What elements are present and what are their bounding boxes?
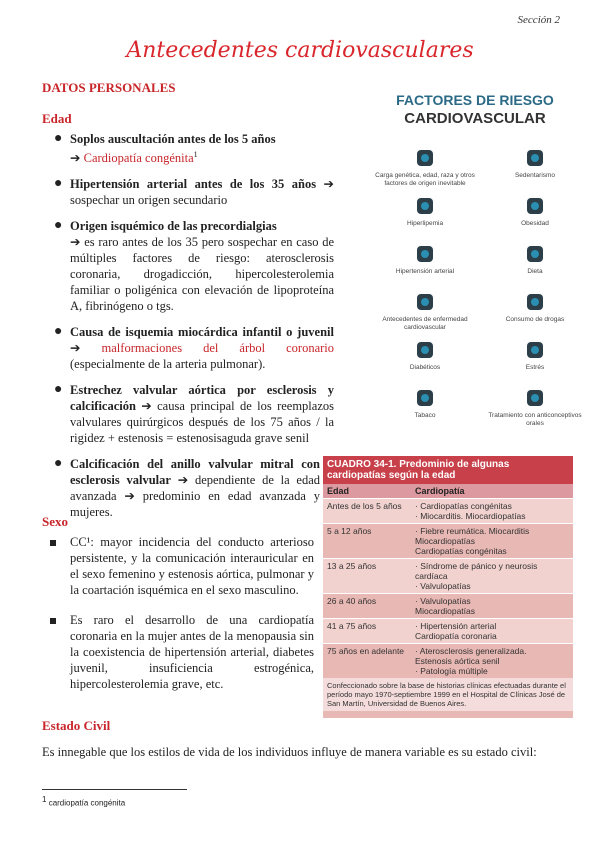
table-cell-dx: · Síndrome de pánico y neurosis cardíaca · Valvulopatías	[415, 561, 538, 591]
risk-factor-item	[370, 339, 480, 372]
heart-monitor-icon	[414, 291, 436, 313]
burger-icon	[524, 243, 546, 265]
table-row	[323, 523, 573, 558]
risk-factor-label: Estrés	[525, 364, 545, 371]
footnote: $^1$ cardiopatía congénita	[42, 795, 126, 808]
risk-factor-label: Antecedentes de enfermedad cardiovascular	[382, 316, 468, 331]
table-cell-age: 13 a 25 años	[327, 561, 377, 571]
civil-heading: Estado Civil	[42, 718, 111, 733]
list-item: CC¹: mayor incidencia del conducto arterioso persistente, y la comunicación interauricular en el sexo femenino y estenosis aórtica, pulmonar y la coartación isquémica en el sexo masculino.	[44, 534, 314, 598]
risk-factor-label: Dieta	[527, 268, 543, 275]
risk-factor-label: Obesidad	[521, 220, 549, 227]
risk-factor-label: Hiperlipemia	[406, 220, 444, 227]
sofa-icon	[524, 147, 546, 169]
table-row	[323, 618, 573, 643]
age-cardiopathy-table	[323, 456, 573, 718]
pill-pack-icon	[524, 387, 546, 409]
table-footnote: Confeccionado sobre la base de historias clínicas efectuadas durante el período mayo 1970-septiembre 1999 en el Hospital de Clínicas José de San Martín, Universidad de Buenos Aires.	[323, 678, 573, 711]
risk-factor-item	[480, 387, 590, 428]
risk-factor-item	[480, 339, 590, 372]
list-item: Es raro el desarrollo de una cardiopatía coronaria en la mujer antes de la menopausia sin la coexistencia de hipertensión arterial, diabetes juvenil, insuficiencia estrogénica, hipercolesterolemia grave, etc.	[44, 612, 314, 692]
risk-factor-item	[480, 291, 590, 324]
table-col-cardiopatia: Cardiopatía	[415, 486, 465, 496]
sexo-heading: Sexo	[42, 514, 68, 529]
risk-factor-label: Consumo de drogas	[505, 316, 565, 323]
blood-pressure-icon	[414, 243, 436, 265]
risk-factor-item	[480, 147, 590, 180]
risk-factor-item	[370, 195, 480, 228]
table-row	[323, 498, 573, 523]
edad-heading: Edad	[42, 111, 72, 126]
dna-icon	[414, 147, 436, 169]
list-item: ● Hipertensión arterial antes de los 35 años ➔ sospechar un origen secundario	[54, 176, 334, 208]
sexo-list	[44, 534, 314, 706]
section-label: Sección 2	[517, 14, 560, 26]
list-item: ● Soplos auscultación antes de los 5 años ➔ Cardiopatía congénita$^1$	[54, 131, 276, 166]
table-row	[323, 558, 573, 593]
risk-title-1: FACTORES DE RIESGO	[396, 92, 554, 108]
risk-factor-item	[370, 243, 480, 276]
edad-list	[44, 131, 334, 530]
risk-factor-label: Diabéticos	[409, 364, 441, 371]
risk-factor-item	[480, 243, 590, 276]
list-item: ● Origen isquémico de las precordialgias ➔ es raro antes de los 35 pero sospechar en caso de múltiples factores de riesgo: aterosclerosis coronaria, drogadicción, hipercolesterolemia familiar o poligénica con elevación de lipoproteína A, fibrinógeno o tgs.	[54, 218, 335, 314]
cannabis-icon	[524, 291, 546, 313]
risk-factor-item	[370, 387, 480, 420]
table-cell-age: 41 a 75 años	[327, 621, 377, 631]
datos-heading: DATOS PERSONALES	[42, 80, 176, 95]
risk-factor-item	[370, 147, 480, 188]
table-cell-dx: · Hipertensión arterial Cardiopatía coronaria	[415, 621, 497, 641]
risk-factor-label: Carga genética, edad, raza y otros factores de origen inevitable	[375, 172, 475, 187]
table-col-edad: Edad	[327, 486, 350, 496]
table-cell-dx: · Aterosclerosis generalizada. Estenosis aórtica senil · Patología múltiple	[415, 646, 527, 676]
table-cell-age: 5 a 12 años	[327, 526, 372, 536]
risk-factor-label: Tratamiento con anticonceptivos orales	[488, 412, 582, 427]
table-cell-dx: · Cardiopatías congénitas · Miocarditis. Miocardiopatías	[415, 501, 526, 521]
scale-icon	[524, 195, 546, 217]
risk-factor-label: Hipertensión arterial	[395, 268, 455, 275]
table-row	[323, 643, 573, 678]
risk-factor-item	[370, 291, 480, 332]
table-cell-dx: · Fiebre reumática. Miocarditis Miocardiopatías Cardiopatías congénitas	[415, 526, 530, 556]
lipid-icon	[414, 195, 436, 217]
cigarette-icon	[414, 387, 436, 409]
page-title: Antecedentes cardiovasculares	[126, 38, 474, 63]
glucometer-icon	[414, 339, 436, 361]
list-item: ● Estrechez valvular aórtica por esclerosis y calcificación ➔ causa principal de los reemplazos valvulares quirúrgicos después de los 75 años / la rigidez + estenosis = estenosisaguda grave senil	[54, 382, 334, 446]
table-title: CUADRO 34-1. Predominio de algunas cardiopatías según la edad	[323, 456, 573, 484]
table-cell-age: 75 años en adelante	[327, 646, 405, 656]
list-item: ● Causa de isquemia miocárdica infantil o juvenil ➔ malformaciones del árbol coronario (especialmente de la arteria pulmonar).	[54, 324, 335, 372]
table-cell-age: 26 a 40 años	[327, 596, 377, 606]
footnote-divider	[42, 789, 187, 790]
risk-title-2: CARDIOVASCULAR	[404, 110, 546, 127]
table-row	[323, 593, 573, 618]
risk-factor-item	[480, 195, 590, 228]
table-cell-dx: · Valvulopatías Miocardiopatías	[415, 596, 476, 616]
civil-text: Es innegable que los estilos de vida de los individuos influye de manera variable es su estado civil:	[42, 745, 537, 759]
risk-factor-label: Tabaco	[414, 412, 436, 419]
risk-factor-label: Sedentarismo	[514, 172, 556, 179]
stress-head-icon	[524, 339, 546, 361]
risk-factors-figure	[375, 92, 582, 442]
table-cell-age: Antes de los 5 años	[327, 501, 402, 511]
list-item: ● Calcificación del anillo valvular mitral con esclerosis valvular ➔ dependiente de la edad avanzada ➔ predominio en edad avanzada y mujeres.	[54, 456, 320, 520]
